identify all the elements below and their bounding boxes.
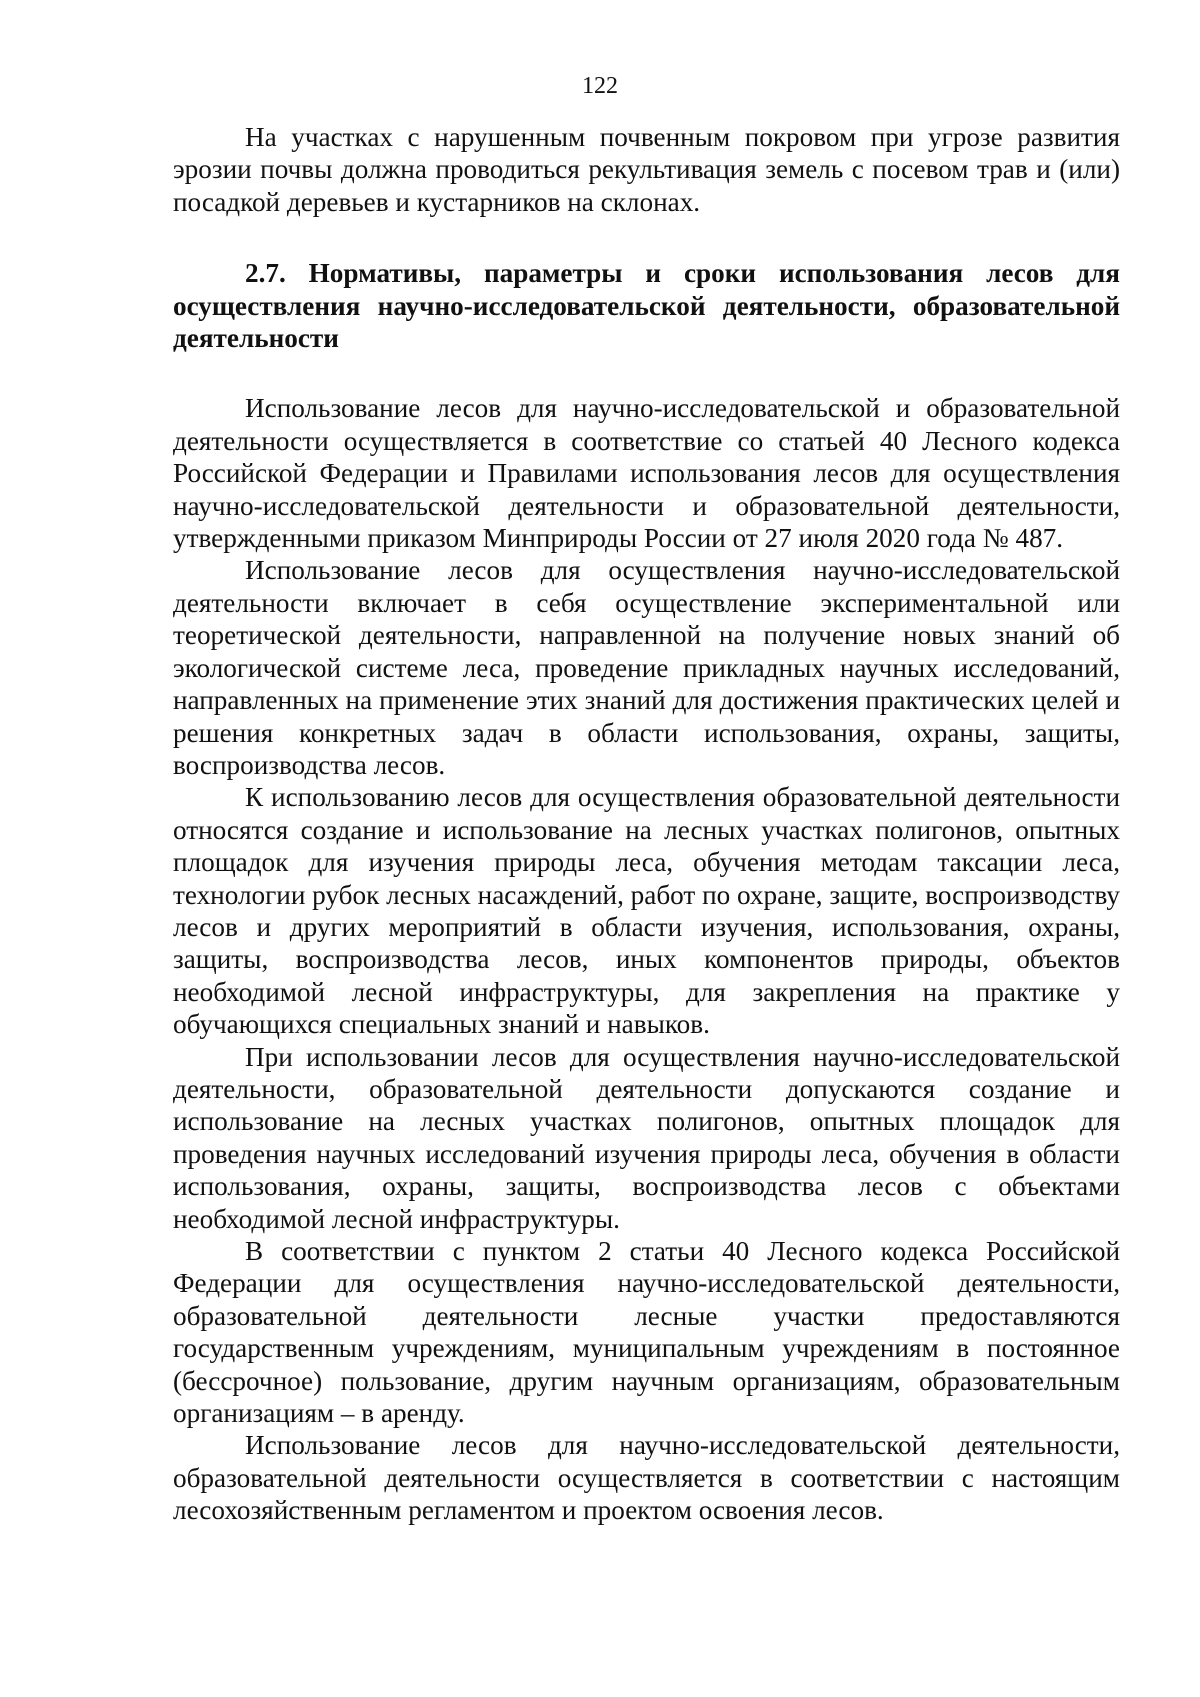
intro-paragraph: На участках с нарушенным почвенным покровом при угрозе развития эрозии почвы должна проводиться рекультивация земель с посевом трав и (или) посадкой деревьев и кустарников на склонах. [173,122,1120,217]
page-number: 122 [582,73,618,99]
paragraph: При использовании лесов для осуществления научно-исследовательской деятельности, образовательной деятельности допускаются создание и использование на лесных участках полигонов, опытных площадок для проведения научных исследований изучения природы леса, обучения в области использования, охраны, защиты, воспроизводства лесов с объектами необходимой лесной инфраструктуры. [173,1041,1120,1234]
paragraph: В соответствии с пунктом 2 статьи 40 Лесного кодекса Российской Федерации для осуществления научно-исследовательской деятельности, образовательной деятельности лесные участки предоставляются государственным учреждениям, муниципальным учреждениям в постоянное (бессрочное) пользование, другим научным организациям, образовательным организациям – в аренду. [173,1236,1120,1429]
page-content [173,121,1120,1527]
paragraph: К использованию лесов для осуществления образовательной деятельности относятся создание и использование на лесных участках полигонов, опытных площадок для изучения природы леса, обучения методам таксации леса, технологии рубок лесных насаждений, работ по охране, защите, воспроизводству лесов и других мероприятий в области изучения, использования, охраны, защиты, воспроизводства лесов, иных компонентов природы, объектов необходимой лесной инфраструктуры, для закрепления на практике у обучающихся специальных знаний и навыков. [173,782,1120,1040]
section-heading: 2.7. Нормативы, параметры и сроки использования лесов для осуществления научно-исследовательской деятельности, образовательной деятельности [173,258,1120,354]
paragraph: Использование лесов для научно-исследовательской и образовательной деятельности осуществляется в соответствие со статьей 40 Лесного кодекса Российской Федерации и Правилами использования лесов для осуществления научно-исследовательской деятельности и образовательной деятельности, утвержденными приказом Минприроды России от 27 июля 2020 года № 487. [173,393,1120,554]
paragraph: Использование лесов для научно-исследовательской деятельности, образовательной деятельности осуществляется в соответствии с настоящим лесохозяйственным регламентом и проектом освоения лесов. [173,1430,1120,1526]
paragraph: Использование лесов для осуществления научно-исследовательской деятельности включает в себя осуществление экспериментальной или теоретической деятельности, направленной на получение новых знаний об экологической системе леса, проведение прикладных научных исследований, направленных на применение этих знаний для достижения практических целей и решения конкретных задач в области использования, охраны, защиты, воспроизводства лесов. [173,555,1120,780]
